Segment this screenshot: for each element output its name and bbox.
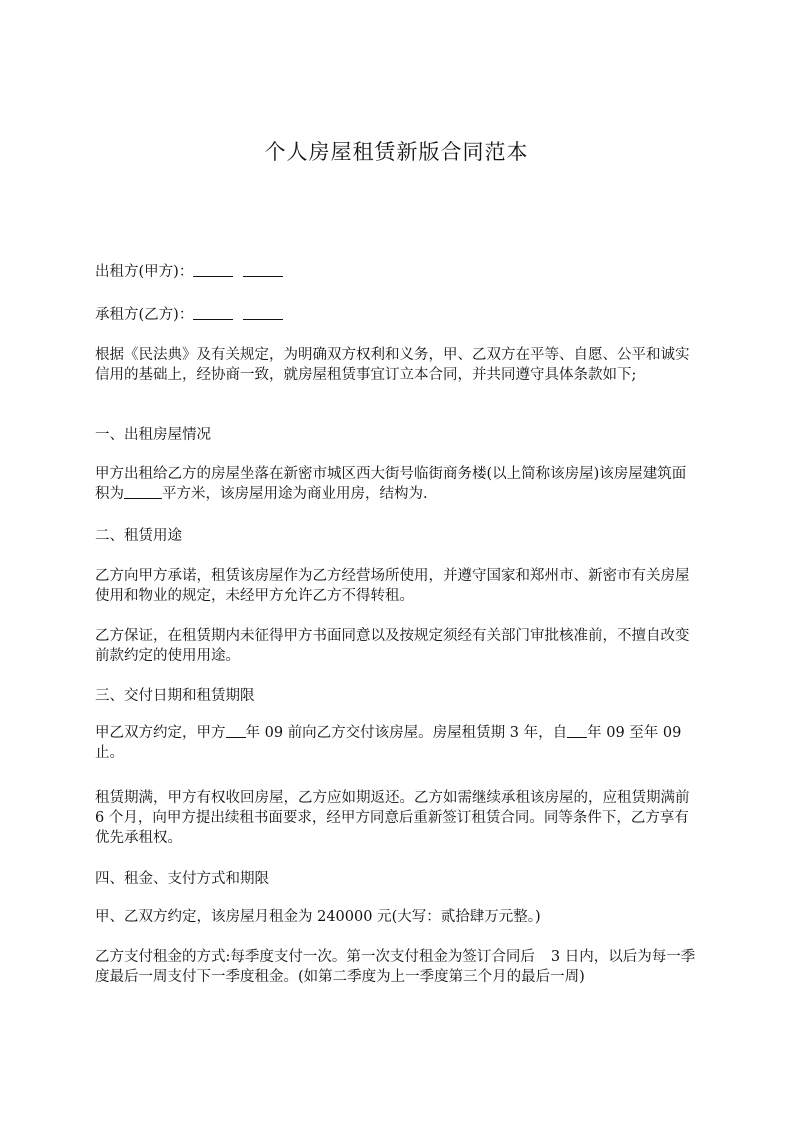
page-title: 个人房屋租赁新版合同范本: [264, 140, 529, 164]
section-3-paragraph-2: 租赁期满，甲方有权收回房屋，乙方应如期返还。乙方如需继续承租该房屋的，应租赁期满前 6 个月，向甲方提出续租书面要求，经甲方同意后重新签订租赁合同。同等条件下，乙方享有优先承租权。: [95, 790, 690, 846]
lessor-line: [95, 262, 698, 282]
start-year-blank: [567, 723, 587, 738]
lessee-blank-2: [243, 305, 283, 320]
lessee-blank-1: [193, 305, 233, 320]
lessor-label: 出租方(甲方)：: [95, 264, 194, 280]
section-2-paragraph-2: 乙方保证，在租赁期内未征得甲方书面同意以及按规定须经有关部门审批核准前，不擅自改变前款约定的使用用途。: [95, 628, 690, 664]
section-3-paragraph-1: 甲乙双方约定，甲方 年 09 前向乙方交付该房屋。房屋租赁期 3 年，自 年 09 至年 09 止。: [95, 725, 682, 761]
section-4-paragraph-1: 甲、乙双方约定，该房屋月租金为 240000 元(大写：贰拾肆万元整。): [95, 909, 541, 925]
section-1-heading: 一、出租房屋情况: [95, 427, 211, 443]
section-4-paragraph-2: 乙方支付租金的方式:每季度支付一次。第一次支付租金为签订合同后 3 日内，以后为每一季度最后一周支付下一季度租金。(如第二季度为上一季度第三个月的最后一周): [95, 949, 696, 985]
lessee-line: [95, 305, 698, 325]
section-4-heading: 四、租金、支付方式和期限: [95, 871, 269, 887]
lessor-blank-1: [193, 262, 233, 277]
lessor-blank-2: [243, 262, 283, 277]
section-2-paragraph-1: 乙方向甲方承诺，租赁该房屋作为乙方经营场所使用，并遵守国家和郑州市、新密市有关房屋使用和物业的规定，未经甲方允许乙方不得转租。: [95, 568, 690, 604]
lessee-label: 承租方(乙方)：: [95, 307, 194, 323]
section-1-paragraph: 甲方出租给乙方的房屋坐落在新密市城区西大街号临街商务楼(以上简称该房屋)该房屋建筑面积为 平方米，该房屋用途为商业用房，结构为.: [95, 466, 687, 502]
area-blank: [124, 484, 162, 499]
delivery-year-blank: [226, 723, 246, 738]
section-3-heading: 三、交付日期和租赁期限: [95, 688, 255, 704]
section-2-heading: 二、租赁用途: [95, 528, 182, 544]
preamble-paragraph: 根据《民法典》及有关规定，为明确双方权利和义务，甲、乙双方在平等、自愿、公平和诚实信用的基础上，经协商一致，就房屋租赁事宜订立本合同，并共同遵守具体条款如下;: [95, 347, 690, 383]
